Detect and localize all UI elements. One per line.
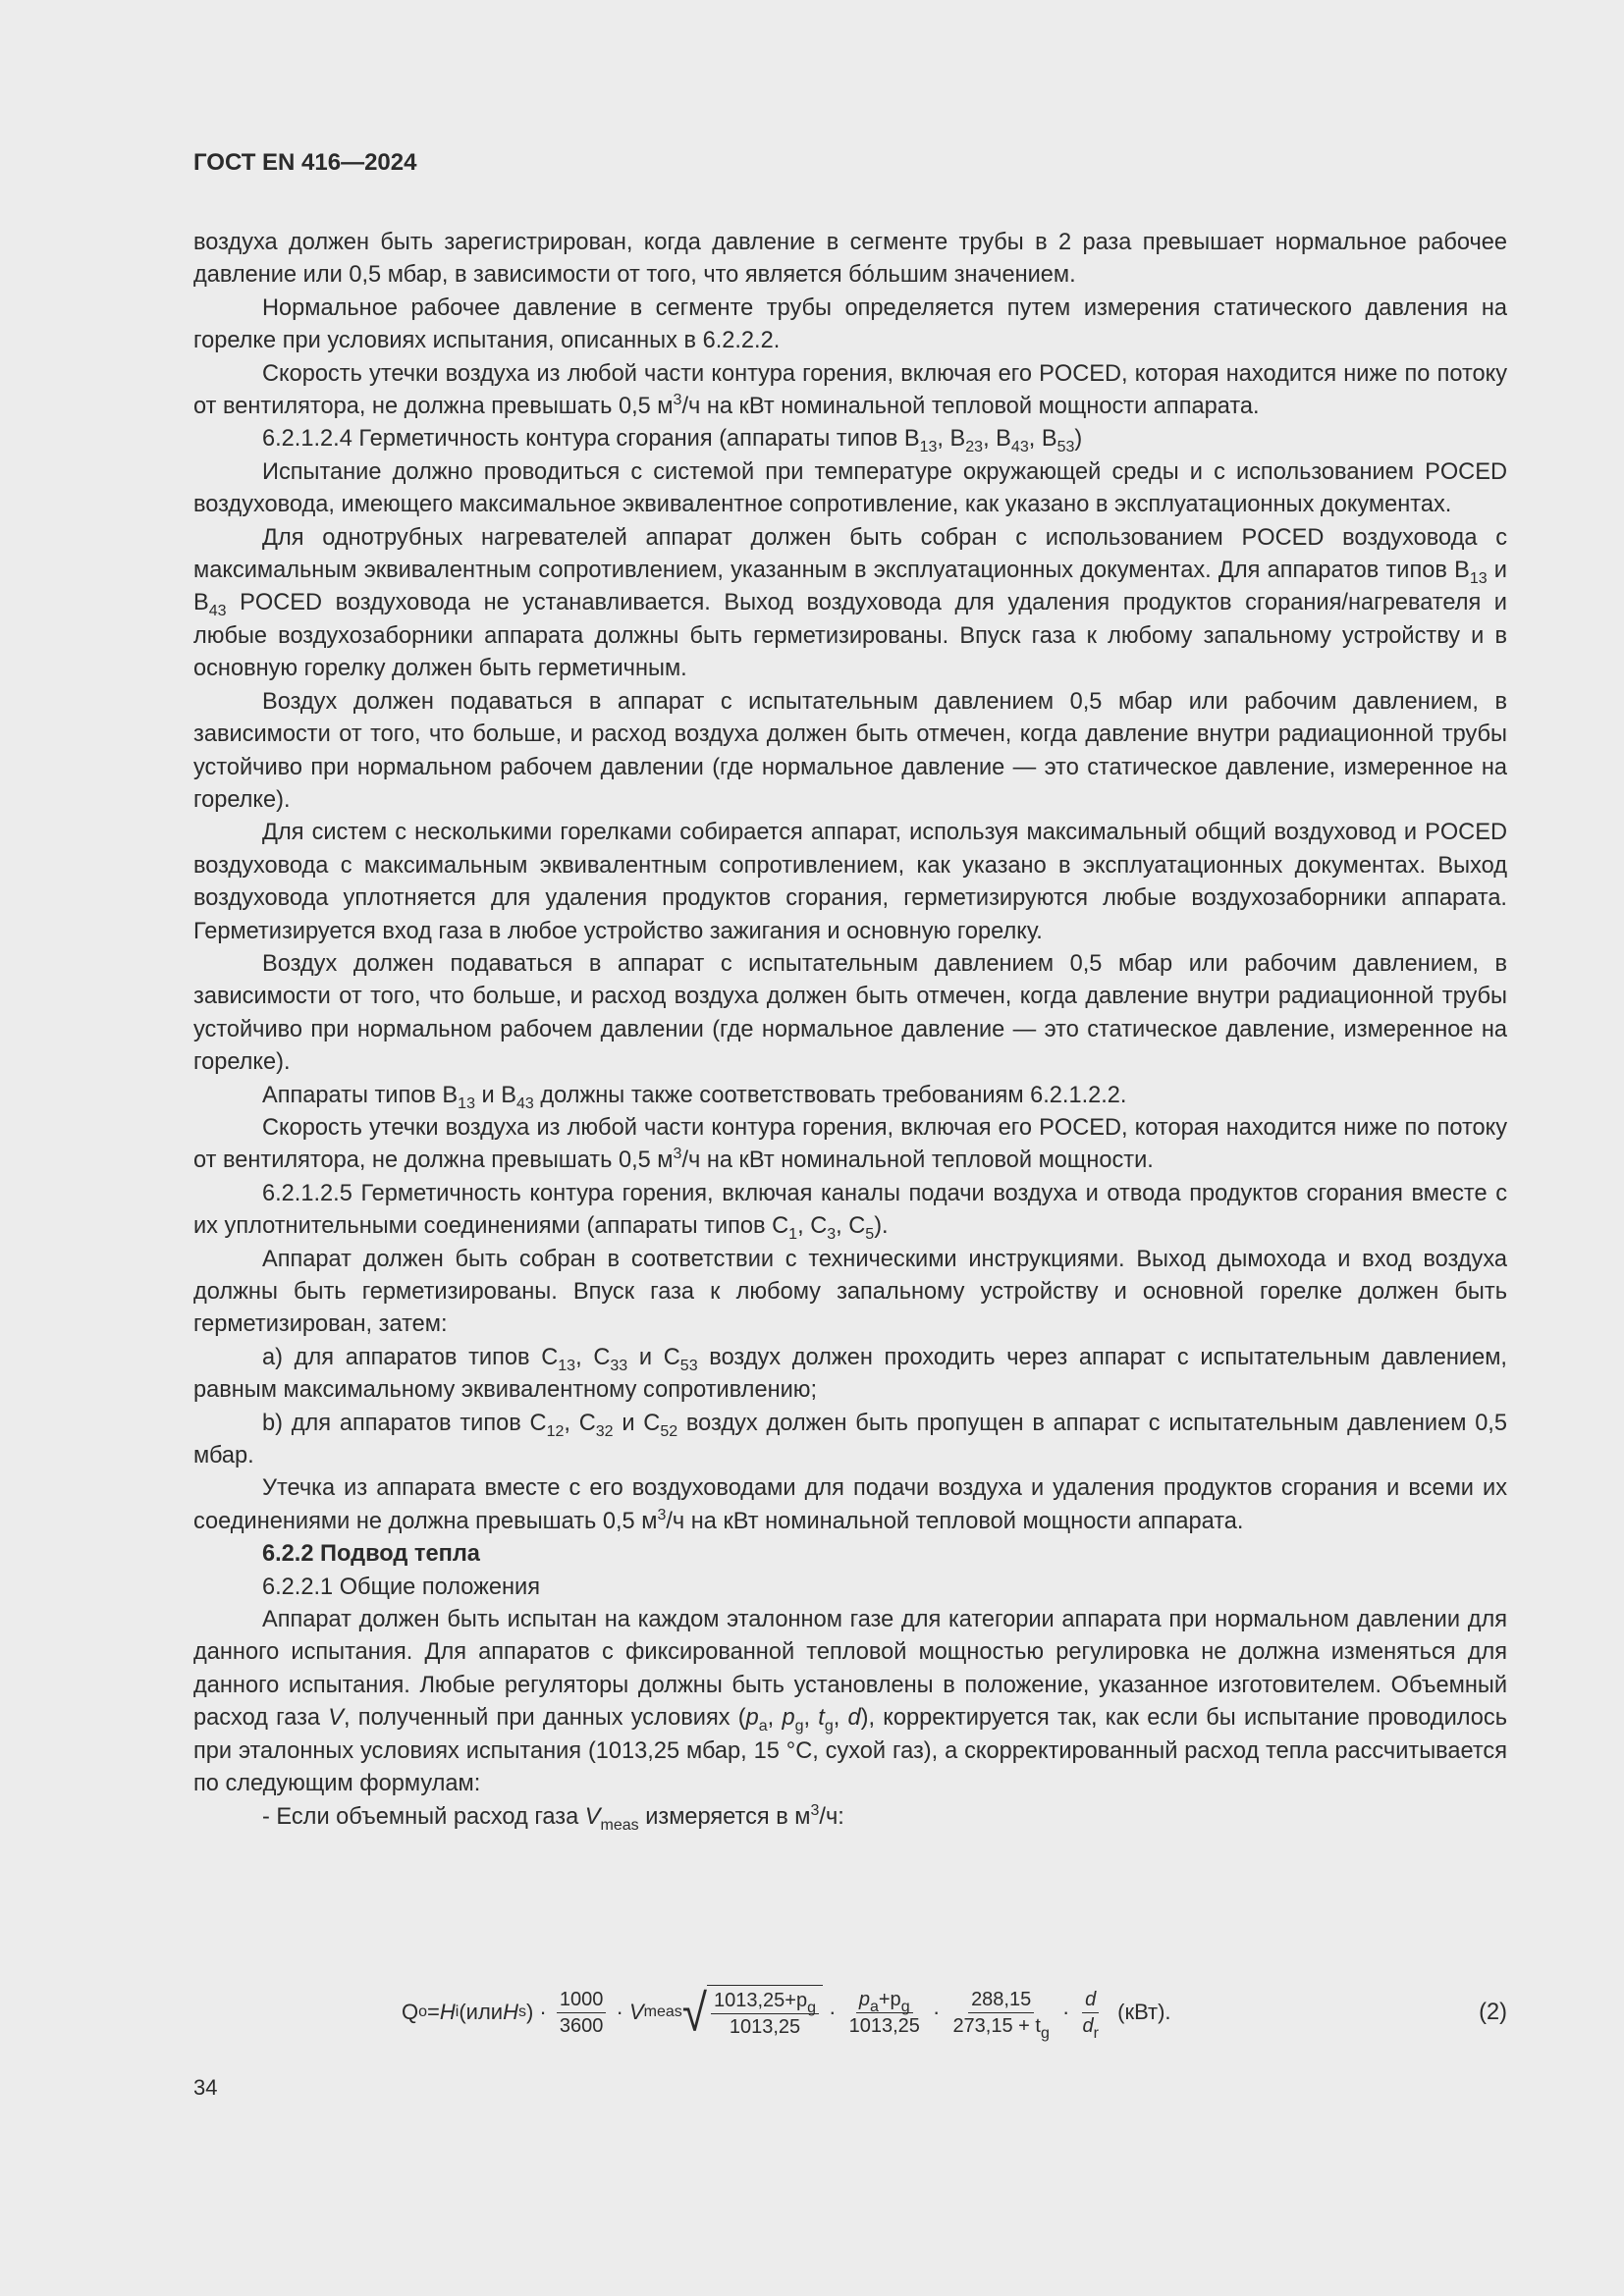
equation-number: (2) [1479, 1999, 1507, 2025]
paragraph: Для систем с несколькими горелками собирается аппарат, используя максимальный общий воздуховод и POCED воздуховода с максимальным эквивалентным сопротивлением, как указано в эксплуатационных документах. Выход воздуховода уплотняется для удаления продуктов сгорания, герметизируются любые воздухозаборники аппарата. Герметизируется вход газа в любое устройство зажигания и основную горелку. [193, 820, 1507, 944]
paragraph: Утечка из аппарата вместе с его воздуховодами для подачи воздуха и удаления продуктов сгорания и всеми их соединениями не должна превышать 0,5 $м^3/ч$ на кВт номинальной тепловой мощности аппарата. [193, 1475, 1507, 1534]
paragraph: Аппарат должен быть собран в соответствии с техническими инструкциями. Выход дымохода и вход воздуха должны быть герметизированы. Впуск газа к любому запальному устройству и основной горелке должен быть герметизирован, затем: [193, 1246, 1507, 1338]
paragraph: Испытание должно проводиться с системой при температуре окружающей среды и с использованием POCED воздуховода, имеющего максимальное эквивалентное сопротивление, как указано в эксплуатационных документах. [193, 458, 1507, 518]
paragraph: Воздух должен подаваться в аппарат с испытательным давлением 0,5 мбар или рабочим давлением, в зависимости от того, что больше, и расход воздуха должен быть отмечен, когда давление внутри радиационной трубы устойчиво при нормальном рабочем давлении (где нормальное давление — это статическое давление, измеренное на горелке). [193, 688, 1507, 813]
section-heading: 6.2.1.2.5 Герметичность контура горения, включая каналы подачи воздуха и отвода продуктов сгорания вместе с их уплотнительными соединениями (аппараты типов $C_1$, $C_3$, $C_5$). [193, 1180, 1507, 1244]
paragraph: Для однотрубных нагревателей аппарат должен быть собран с использованием POCED воздуховода с максимальным эквивалентным сопротивлением, указанным в эксплуатационных документах. Для аппаратов типов $B_{13}$ и $B_{43}$ POCED воздуховода не устанавливается. Выход воздуховода для удаления продуктов сгорания/нагревателя и любые воздухозаборники аппарата должны быть герметизированы. Впуск газа к любому запальному устройству и в основную горелку должен быть герметичным. [193, 524, 1507, 682]
paragraph: Аппараты типов $B_{13}$ и $B_{43}$ должны также соответствовать требованиям 6.2.1.2.2. [262, 1082, 1127, 1112]
list-item: a) для аппаратов типов $C_{13}$, $C_{33}$ и $C_{53}$ воздух должен проходить через аппарат с испытательным давлением, равным максимальному эквивалентному сопротивлению; [193, 1344, 1507, 1404]
formula-2 [193, 1978, 1507, 2047]
fraction: $\frac{d}{d_r}$ [1082, 1988, 1099, 2042]
formula-expression: Q o = H i (или H s ) · $\frac{1000}{3600}$ · V meas √ $\frac{1013,25+p_g}{1013,25}$ · $\frac{p_a+p_g}{1013,25}$ · $\frac{288,15}{273,15 + t_g}$ · $\frac{d}{d_r}$ (кВт). [402, 1983, 1171, 2042]
paragraph: - Если объемный расход газа $V_{meas}$ измеряется в $м^3/ч$: [262, 1801, 844, 1834]
document-header: ГОСТ EN 416—2024 [193, 149, 417, 176]
square-root: √ $\frac{1013,25+p_g}{1013,25}$ [682, 1985, 823, 2040]
paragraph: Скорость утечки воздуха из любой части контура горения, включая его POCED, которая находится ниже по потоку от вентилятора, не должна превышать 0,5 $м^3/ч$ на кВт номинальной тепловой мощности. [193, 1114, 1507, 1174]
fraction: $\frac{1000}{3600}$ [557, 1987, 607, 2039]
paragraph: Аппарат должен быть испытан на каждом эталонном газе для категории аппарата при нормальном давлении для данного испытания. Для аппаратов с фиксированной тепловой мощностью регулировка не должна изменяться для данного испытания. Любые регуляторы должны быть установлены в положение, указанное изготовителем. Объемный расход газа V, полученный при данных условиях ($p_a$, $p_g$, $t_g$, d), корректируется так, как если бы испытание проводилось при эталонных условиях испытания (1013,25 мбар, 15 °C, сухой газ), а скорректированный расход тепла рассчитывается по следующим формулам: [193, 1607, 1507, 1797]
paragraph: Скорость утечки воздуха из любой части контура горения, включая его POCED, которая находится ниже по потоку от вентилятора, не должна превышать 0,5 $м^3/ч$ на кВт номинальной тепловой мощности аппарата. [193, 360, 1507, 420]
paragraph: воздуха должен быть зарегистрирован, когда давление в сегменте трубы в 2 раза превышает нормальное рабочее давление или 0,5 мбар, в зависимости от того, что является бо́льшим значением. [193, 230, 1507, 289]
paragraph: Воздух должен подаваться в аппарат с испытательным давлением 0,5 мбар или рабочим давлением, в зависимости от того, что больше, и расход воздуха должен быть отмечен, когда давление внутри радиационной трубы устойчиво при нормальном рабочем давлении (где нормальное давление — это статическое давление, измеренное на горелке). [193, 950, 1507, 1076]
fraction: $\frac{288,15}{273,15 + t_g}$ [952, 1988, 1050, 2042]
document-body [193, 227, 1507, 1834]
fraction: $\frac{p_a+p_g}{1013,25}$ [848, 1988, 920, 2037]
section-heading: 6.2.2.1 Общие положения [262, 1574, 540, 1600]
section-heading: 6.2.1.2.4 Герметичность контура сгорания (аппараты типов $B_{13}$, $B_{23}$, $B_{43}$, $B_{53}$) [262, 426, 1083, 456]
section-heading: 6.2.2 Подвод тепла [262, 1541, 480, 1568]
fraction: $\frac{1013,25+p_g}{1013,25}$ [711, 1988, 819, 2040]
list-item: b) для аппаратов типов $C_{12}$, $C_{32}$ и $C_{52}$ воздух должен быть пропущен в аппарат с испытательным давлением 0,5 мбар. [193, 1410, 1507, 1469]
paragraph: Нормальное рабочее давление в сегменте трубы определяется путем измерения статического давления на горелке при условиях испытания, описанных в 6.2.2.2. [193, 294, 1507, 354]
page-number: 34 [193, 2075, 218, 2100]
